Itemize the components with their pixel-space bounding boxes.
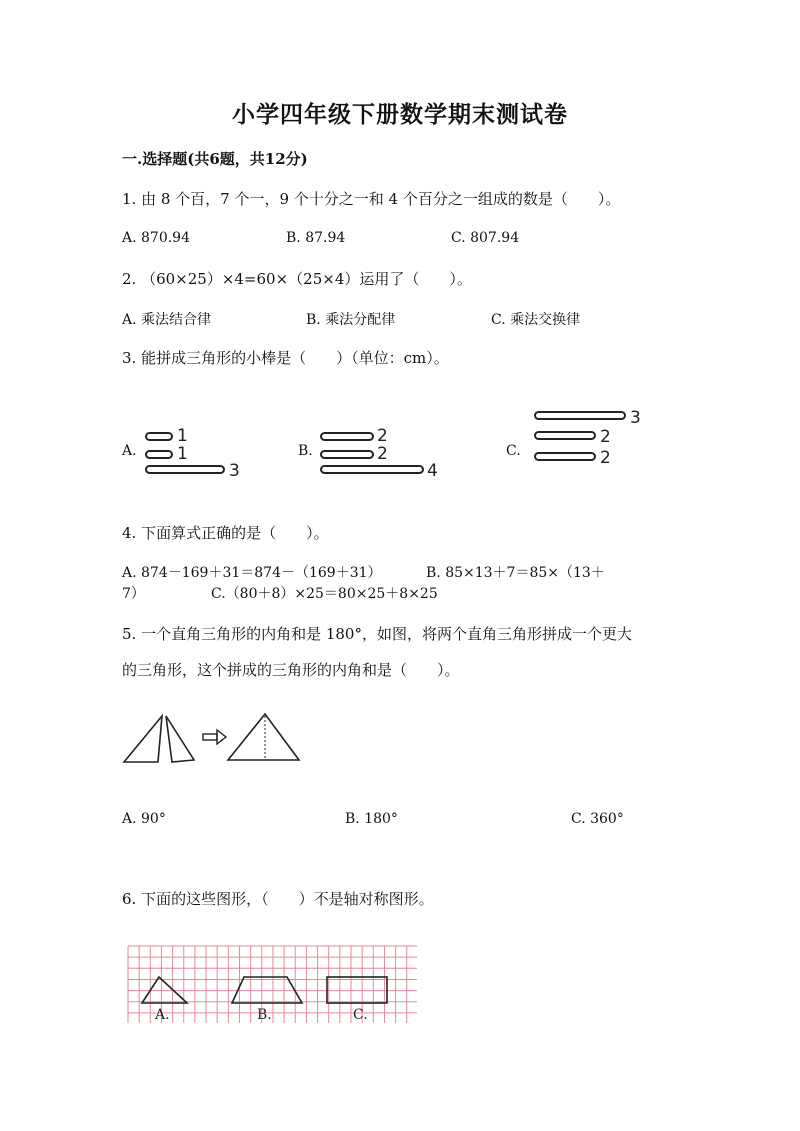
question-1: 1. 由 8 个百，7 个一，9 个十分之一和 4 个百分之一组成的数是（ ）。 (122, 190, 621, 208)
combined-triangle (228, 714, 299, 760)
q3-sticks-b (315, 420, 455, 480)
stick (321, 433, 373, 440)
question-3: 3. 能拼成三角形的小棒是（ ）（单位：cm）。 (122, 349, 449, 367)
q1-option-c[interactable]: C. 807.94 (451, 230, 520, 246)
q2-option-b[interactable]: B. 乘法分配律 (306, 312, 396, 328)
figure-label-b: B. (257, 1007, 272, 1023)
q3-sticks-c (530, 403, 660, 473)
q6-grid-figure (127, 945, 419, 1025)
q3-option-c-label[interactable]: C. (506, 443, 521, 459)
q2-option-a[interactable]: A. 乘法结合律 (122, 312, 212, 328)
question-5-line-1: 5. 一个直角三角形的内角和是 180°，如图，将两个直角三角形拼成一个更大 (122, 625, 632, 643)
shape-a-triangle (142, 977, 187, 1003)
section-heading: 一.选择题(共6题，共12分) (122, 150, 308, 168)
page-title: 小学四年级下册数学期末测试卷 (232, 101, 568, 128)
stick (146, 433, 172, 440)
stick (321, 451, 373, 458)
figure-label-c: C. (353, 1007, 368, 1023)
stick-length-label: 3 (630, 408, 641, 428)
q5-triangles-figure (118, 710, 308, 770)
stick-length-label: 1 (177, 426, 188, 446)
stick-length-label: 3 (229, 461, 240, 481)
stick-length-label: 2 (600, 427, 611, 447)
q4-option-a[interactable]: A. 874－169＋31＝874－（169＋31） (122, 565, 382, 581)
q3-option-a-label[interactable]: A. (122, 443, 137, 459)
q5-option-c[interactable]: C. 360° (571, 811, 624, 827)
grid-lines (128, 946, 417, 1023)
stick-length-label: 2 (600, 448, 611, 468)
q4-option-b[interactable]: B. 85×13＋7＝85×（13＋ (426, 565, 605, 581)
stick-length-label: 4 (427, 461, 438, 481)
figure-label-a: A. (155, 1007, 170, 1023)
question-6: 6. 下面的这些图形，（ ）不是轴对称图形。 (122, 890, 434, 908)
q3-sticks-a (140, 420, 260, 480)
stick (146, 466, 224, 473)
stick (535, 412, 625, 419)
right-triangle-left (124, 716, 162, 762)
arrow-icon (203, 730, 226, 744)
right-triangle-right (166, 716, 194, 762)
q4-option-c[interactable]: C.（80＋8）×25＝80×25＋8×25 (211, 586, 438, 602)
question-5-line-2: 的三角形，这个拼成的三角形的内角和是（ ）。 (122, 661, 460, 679)
question-4: 4. 下面算式正确的是（ ）。 (122, 524, 329, 542)
q4-option-b-continued: 7） (122, 586, 145, 602)
question-2: 2. （60×25）×4=60×（25×4）运用了（ ）。 (122, 270, 472, 288)
q2-option-c[interactable]: C. 乘法交换律 (491, 312, 581, 328)
stick (321, 466, 423, 473)
shape-c-rectangle (327, 977, 387, 1003)
q5-option-b[interactable]: B. 180° (345, 811, 398, 827)
q3-option-b-label[interactable]: B. (298, 443, 313, 459)
q1-option-a[interactable]: A. 870.94 (122, 230, 190, 246)
shape-b-trapezoid (232, 977, 302, 1003)
stick (146, 451, 172, 458)
stick-length-label: 1 (177, 444, 188, 464)
stick (535, 453, 595, 460)
stick-length-label: 2 (377, 444, 388, 464)
stick-length-label: 2 (377, 426, 388, 446)
q5-option-a[interactable]: A. 90° (122, 811, 166, 827)
stick (535, 432, 595, 439)
q1-option-b[interactable]: B. 87.94 (286, 230, 346, 246)
